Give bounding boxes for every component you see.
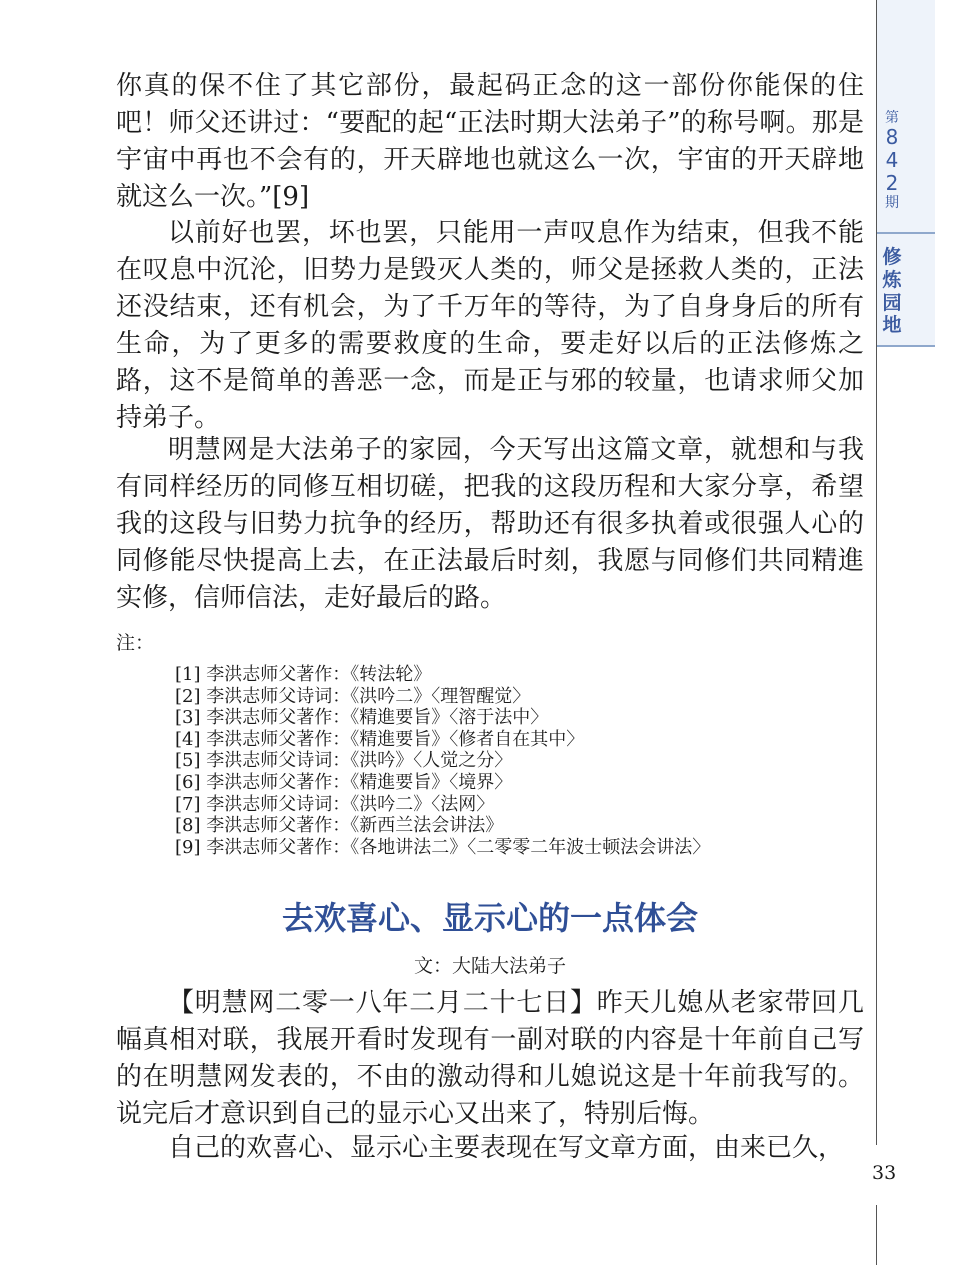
side-rule-bottom <box>876 1205 877 1265</box>
section-char: 地 <box>882 314 902 337</box>
note-item: [9] 李洪志师父著作：《各地讲法二》〈二零零二年波士顿法会讲法〉 <box>175 836 711 858</box>
section-char: 修 <box>882 246 902 268</box>
article2-byline: 文：大陆大法弟子 <box>413 955 566 977</box>
section-char: 炼 <box>882 268 902 291</box>
notes-label: 注： <box>116 632 155 654</box>
issue-digit: 8 <box>885 125 899 150</box>
issue-prefix: 第 <box>885 110 899 126</box>
note-item: [7] 李洪志师父诗词：《洪吟二》〈法网〉 <box>175 793 495 815</box>
issue-number <box>878 110 906 211</box>
issue-digit: 4 <box>885 148 899 173</box>
issue-digit: 2 <box>885 171 899 196</box>
issue-suffix: 期 <box>885 195 899 212</box>
page-number: 33 <box>872 1162 897 1184</box>
section-label <box>878 246 906 337</box>
article2-paragraph-2: 自己的欢喜心、显示心主要表现在写文章方面，由来已久， <box>168 1133 845 1163</box>
note-item: [8] 李洪志师父著作：《新西兰法会讲法》 <box>175 815 504 837</box>
article1-paragraph-2: 以前好也罢，坏也罢，只能用一声叹息作为结束，但我不能在叹息中沉沦，旧势力是毁灭人类的，师父是拯救人类的，正法还没结束，还有机会，为了千万年的等待，为了自身身后的所有生命，为了更多的需要救度的生命，要走好以后的正法修炼之路，这不是简单的善恶一念，而是正与邪的较量，也请求师父加持弟子。 <box>116 218 864 433</box>
note-item: [6] 李洪志师父著作：《精進要旨》〈境界〉 <box>175 771 513 793</box>
notes-list <box>175 664 710 858</box>
article1-paragraph-3: 明慧网是大法弟子的家园，今天写出这篇文章，就想和与我有同样经历的同修互相切磋，把我的这段历程和大家分享，希望我的这段与旧势力抗争的经历，帮助还有很多执着或很强人心的同修能尽快提高上去，在正法最后时刻，我愿与同修们共同精進实修，信师信法，走好最后的路。 <box>116 435 864 613</box>
side-tab-divider <box>877 232 935 234</box>
note-item: [2] 李洪志师父诗词：《洪吟二》〈理智醒觉〉 <box>175 685 531 707</box>
article1-paragraph-1: 你真的保不住了其它部份，最起码正念的这一部份你能保的住吧！师父还讲过：“要配的起“正法时期大法弟子”的称号啊。那是宇宙中再也不会有的，开天辟地也就这么一次，宇宙的开天辟地就这么一次。”[9] <box>116 71 864 212</box>
note-item: [4] 李洪志师父著作：《精進要旨》〈修者自在其中〉 <box>175 728 585 750</box>
note-item: [1] 李洪志师父著作：《转法轮》 <box>175 664 432 685</box>
article2-paragraph-1: 【明慧网二零一八年二月二十七日】昨天儿媳从老家带回几幅真相对联，我展开看时发现有一副对联的内容是十年前自己写的在明慧网发表的，不由的激动得和儿媳说这是十年前我写的。说完后才意识到自己的显示心又出来了，特别后悔。 <box>116 988 864 1129</box>
article2-title: 去欢喜心、显示心的一点体会 <box>281 899 698 937</box>
section-char: 园 <box>882 291 902 314</box>
note-item: [3] 李洪志师父著作：《精進要旨》〈溶于法中〉 <box>175 707 549 729</box>
note-item: [5] 李洪志师父诗词：《洪吟》〈人觉之分〉 <box>175 750 513 772</box>
